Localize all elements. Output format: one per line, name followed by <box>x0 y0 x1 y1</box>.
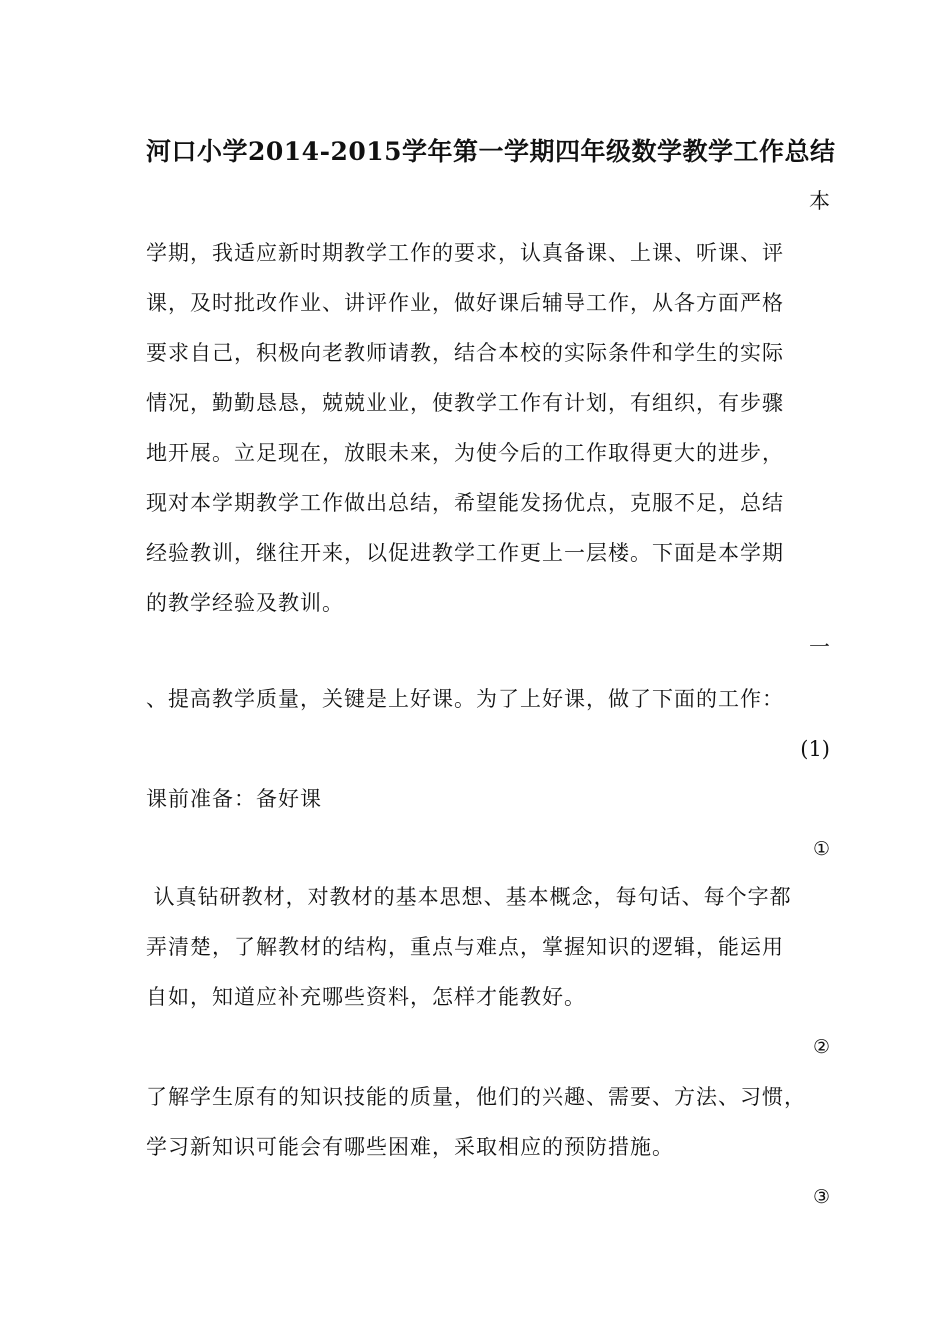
paragraph-line: 弄清楚，了解教材的结构，重点与难点，掌握知识的逻辑，能运用 <box>146 935 784 959</box>
section1-heading <box>146 674 836 724</box>
paragraph-line: 情况，勤勤恳恳，兢兢业业，使教学工作有计划，有组织，有步骤 <box>146 391 784 415</box>
paragraph-line: 课，及时批改作业、讲评作业，做好课后辅导工作，从各方面严格 <box>146 291 784 315</box>
item2-marker: ② <box>812 1036 830 1058</box>
paragraph-line: 、提高教学质量，关键是上好课。为了上好课，做了下面的工作： <box>146 687 784 711</box>
paragraph-line: 自如，知道应补充哪些资料，怎样才能教好。 <box>146 985 586 1009</box>
sub1-heading <box>146 774 836 824</box>
paragraph-line: 地开展。立足现在，放眼未来，为使今后的工作取得更大的进步， <box>146 441 784 465</box>
paragraph-line: 了解学生原有的知识技能的质量，他们的兴趣、需要、方法、习惯， <box>146 1085 806 1109</box>
paragraph-line: 课前准备：备好课 <box>146 787 322 811</box>
paragraph-line: 的教学经验及教训。 <box>146 591 344 615</box>
intro-marker: 本 <box>809 189 830 213</box>
item1-marker: ① <box>812 838 830 860</box>
sub1-marker: (1) <box>800 737 830 761</box>
paragraph-line: 认真钻研教材，对教材的基本思想、基本概念，每句话、每个字都 <box>146 885 792 909</box>
document-title: 河口小学2014-2015学年第一学期四年级数学教学工作总结 <box>146 137 836 166</box>
item2-paragraph <box>146 1072 836 1172</box>
item1-paragraph <box>146 872 836 1022</box>
section1-marker: 一 <box>809 635 830 659</box>
intro-paragraph <box>146 228 836 628</box>
paragraph-line: 经验教训，继往开来，以促进教学工作更上一层楼。下面是本学期 <box>146 541 784 565</box>
paragraph-line: 学期，我适应新时期教学工作的要求，认真备课、上课、听课、评 <box>146 241 784 265</box>
item3-marker: ③ <box>812 1186 830 1208</box>
paragraph-line: 现对本学期教学工作做出总结，希望能发扬优点，克服不足，总结 <box>146 491 784 515</box>
paragraph-line: 学习新知识可能会有哪些困难，采取相应的预防措施。 <box>146 1135 674 1159</box>
paragraph-line: 要求自己，积极向老教师请教，结合本校的实际条件和学生的实际 <box>146 341 784 365</box>
